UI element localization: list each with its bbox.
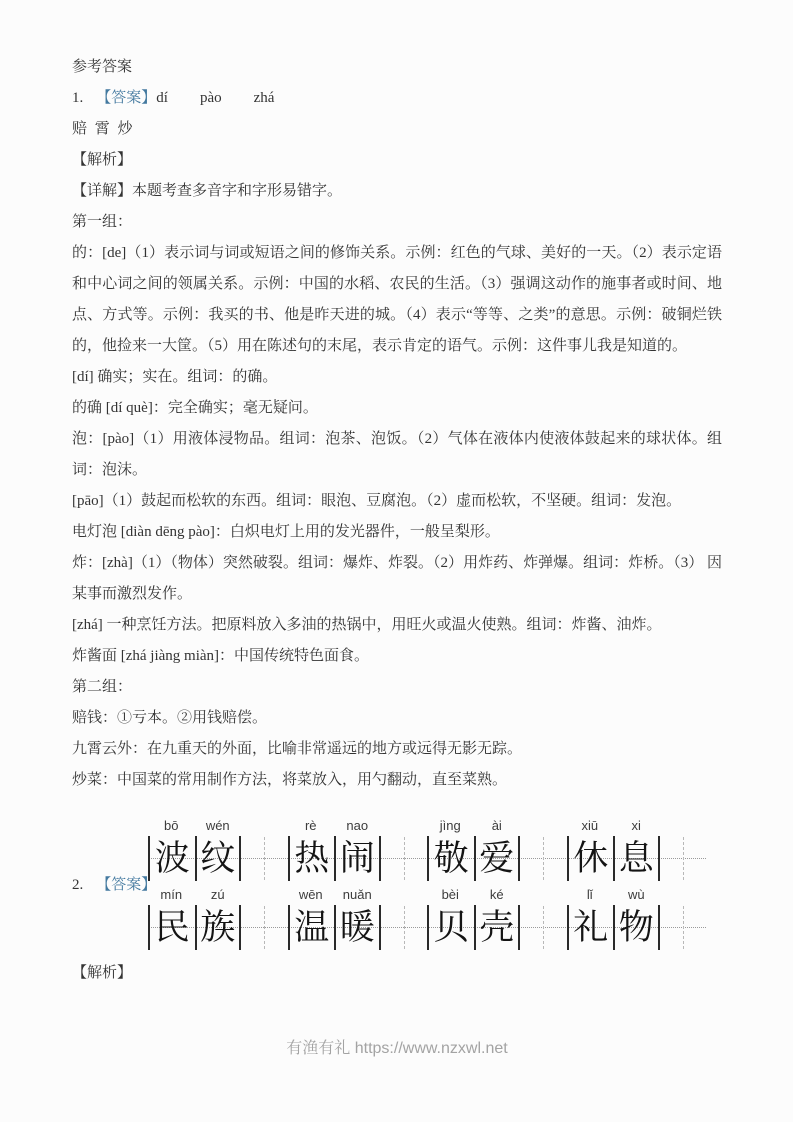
q1-paragraph: 电灯泡 [diàn dēng pào]：白炽电灯上用的发光器件，一般呈梨形。 xyxy=(72,524,500,540)
q1-paragraph: 九霄云外：在九重天的外面，比喻非常遥远的地方或远得无影无踪。 xyxy=(72,741,523,757)
grid-cell-empty xyxy=(520,885,567,950)
q1-detail: 【详解】本题考查多音字和字形易错字。 xyxy=(72,183,343,199)
pinyin-label: xi xyxy=(631,818,641,833)
grid-char: 敬 xyxy=(427,836,474,881)
q2-analysis-marker: 【解析】 xyxy=(72,965,133,981)
grid-char: 休 xyxy=(567,836,614,881)
pinyin-label: zú xyxy=(210,887,225,902)
q1-paragraph: 的：[de]（1）表示词与词或短语之间的修饰关系。示例：红色的气球、美好的一天。（2）表示定语和中心词之间的领属关系。示例：中国的水稻、农民的生活。（3）强调这动作的施事者或时间、地点、方式等。示例：我买的书、他是昨天进的城。（4）表示“等等、之类”的意思。示例：破铜烂铁的，他捡来一大筐。（5）用在陈述句的末尾，表示肯定的语气。示例：这件事儿我是知道的。 xyxy=(72,245,722,354)
pinyin-label: nuǎn xyxy=(342,887,372,902)
grid-cell xyxy=(195,885,242,950)
q1-paragraph: 的确 [dí què]：完全确实；毫无疑问。 xyxy=(72,400,318,416)
grid-cells-row1 xyxy=(148,816,706,881)
q1-paragraph: 炸酱面 [zhá jiàng miàn]：中国传统特色面食。 xyxy=(72,648,370,664)
pinyin-label: lǐ xyxy=(586,887,593,902)
grid-char: 温 xyxy=(288,905,335,950)
pinyin-label: wēn xyxy=(298,887,323,902)
q1-paragraph: [pāo]（1）鼓起而松软的东西。组词：眼泡、豆腐泡。（2）虚而松软，不坚硬。组词：发泡。 xyxy=(72,493,682,509)
grid-cell xyxy=(474,816,521,881)
grid-cell xyxy=(148,885,195,950)
grid-cell xyxy=(427,816,474,881)
pinyin-label: wén xyxy=(205,818,230,833)
grid-cell xyxy=(474,885,521,950)
page-title: 参考答案 xyxy=(72,59,133,75)
grid-cell xyxy=(613,885,660,950)
pinyin-label: rè xyxy=(304,818,317,833)
grid-char: 族 xyxy=(195,905,242,950)
grid-cell-empty xyxy=(241,885,288,950)
q2-answer-marker: 【答案】 xyxy=(96,877,157,893)
grid-char: 爱 xyxy=(474,836,521,881)
q1-number: 1. xyxy=(72,90,84,106)
q1-paragraph: 赔钱：①亏本。②用钱赔偿。 xyxy=(72,710,268,726)
grid-cell-empty xyxy=(660,816,707,881)
q1-paragraph: 第一组： xyxy=(72,214,133,230)
grid-char: 闹 xyxy=(334,836,381,881)
q1-analysis-marker: 【解析】 xyxy=(72,152,133,168)
pinyin-label: bèi xyxy=(441,887,459,902)
grid-cell-empty xyxy=(660,885,707,950)
grid-cell xyxy=(288,885,335,950)
pinyin-label: jìng xyxy=(439,818,461,833)
grid-char: 物 xyxy=(613,905,660,950)
q1-pinyin-2: pào xyxy=(199,90,222,106)
q1-paragraph: 第二组： xyxy=(72,679,133,695)
pinyin-label: bō xyxy=(164,818,179,833)
pinyin-label: nao xyxy=(346,818,369,833)
pinyin-label: mín xyxy=(160,887,183,902)
grid-cell xyxy=(567,816,614,881)
pinyin-label: wù xyxy=(627,887,645,902)
grid-char: 礼 xyxy=(567,905,614,950)
footer-watermark: 有渔有礼 https://www.nzxwl.net xyxy=(286,1040,508,1057)
q2-answer-section xyxy=(72,816,722,958)
q1-answer-chars: 赔 霄 炒 xyxy=(72,121,135,137)
grid-cell-empty xyxy=(520,816,567,881)
grid-char: 波 xyxy=(148,836,195,881)
q1-pinyin-1: dí xyxy=(156,90,168,106)
grid-cell xyxy=(334,816,381,881)
q1-answer-marker: 【答案】 xyxy=(96,90,157,106)
q2-answer-label-line xyxy=(72,874,156,896)
grid-char: 壳 xyxy=(474,905,521,950)
grid-cell-empty xyxy=(381,885,428,950)
q1-paragraph: 炸：[zhà]（1）（物体）突然破裂。组词：爆炸、炸裂。（2）用炸药、炸弹爆。组词：炸桥。（3） 因某事而激烈发作。 xyxy=(72,555,722,602)
grid-cell-empty xyxy=(381,816,428,881)
writing-grid xyxy=(148,816,706,950)
grid-cell xyxy=(148,816,195,881)
grid-cells-row2 xyxy=(148,885,706,950)
pinyin-label: ài xyxy=(491,818,502,833)
q2-number: 2. xyxy=(72,877,84,893)
q1-paragraph: [zhá] 一种烹饪方法。把原料放入多油的热锅中，用旺火或温火使熟。组词：炸酱、油炸。 xyxy=(72,617,662,633)
document-content xyxy=(72,52,722,1061)
grid-char: 纹 xyxy=(195,836,242,881)
grid-row xyxy=(148,816,706,881)
grid-cell xyxy=(195,816,242,881)
grid-char: 民 xyxy=(148,905,195,950)
grid-cell-empty xyxy=(241,816,288,881)
grid-char: 贝 xyxy=(427,905,474,950)
pinyin-label: ké xyxy=(489,887,504,902)
grid-row xyxy=(148,885,706,950)
grid-char: 息 xyxy=(613,836,660,881)
q1-paragraph: 泡：[pào]（1）用液体浸物品。组词：泡茶、泡饭。（2）气体在液体内使液体鼓起来的球状体。组词：泡沫。 xyxy=(72,431,722,478)
q1-paragraph: 炒菜：中国菜的常用制作方法，将菜放入，用勺翻动，直至菜熟。 xyxy=(72,772,508,788)
pinyin-label: xiū xyxy=(581,818,599,833)
q1-pinyin-3: zhá xyxy=(253,90,275,106)
grid-cell xyxy=(334,885,381,950)
q1-paragraph: [dí] 确实；实在。组词：的确。 xyxy=(72,369,278,385)
q1-answer-line xyxy=(72,83,722,114)
grid-cell xyxy=(567,885,614,950)
grid-char: 暖 xyxy=(334,905,381,950)
grid-char: 热 xyxy=(288,836,335,881)
grid-cell xyxy=(613,816,660,881)
grid-cell xyxy=(427,885,474,950)
grid-cell xyxy=(288,816,335,881)
